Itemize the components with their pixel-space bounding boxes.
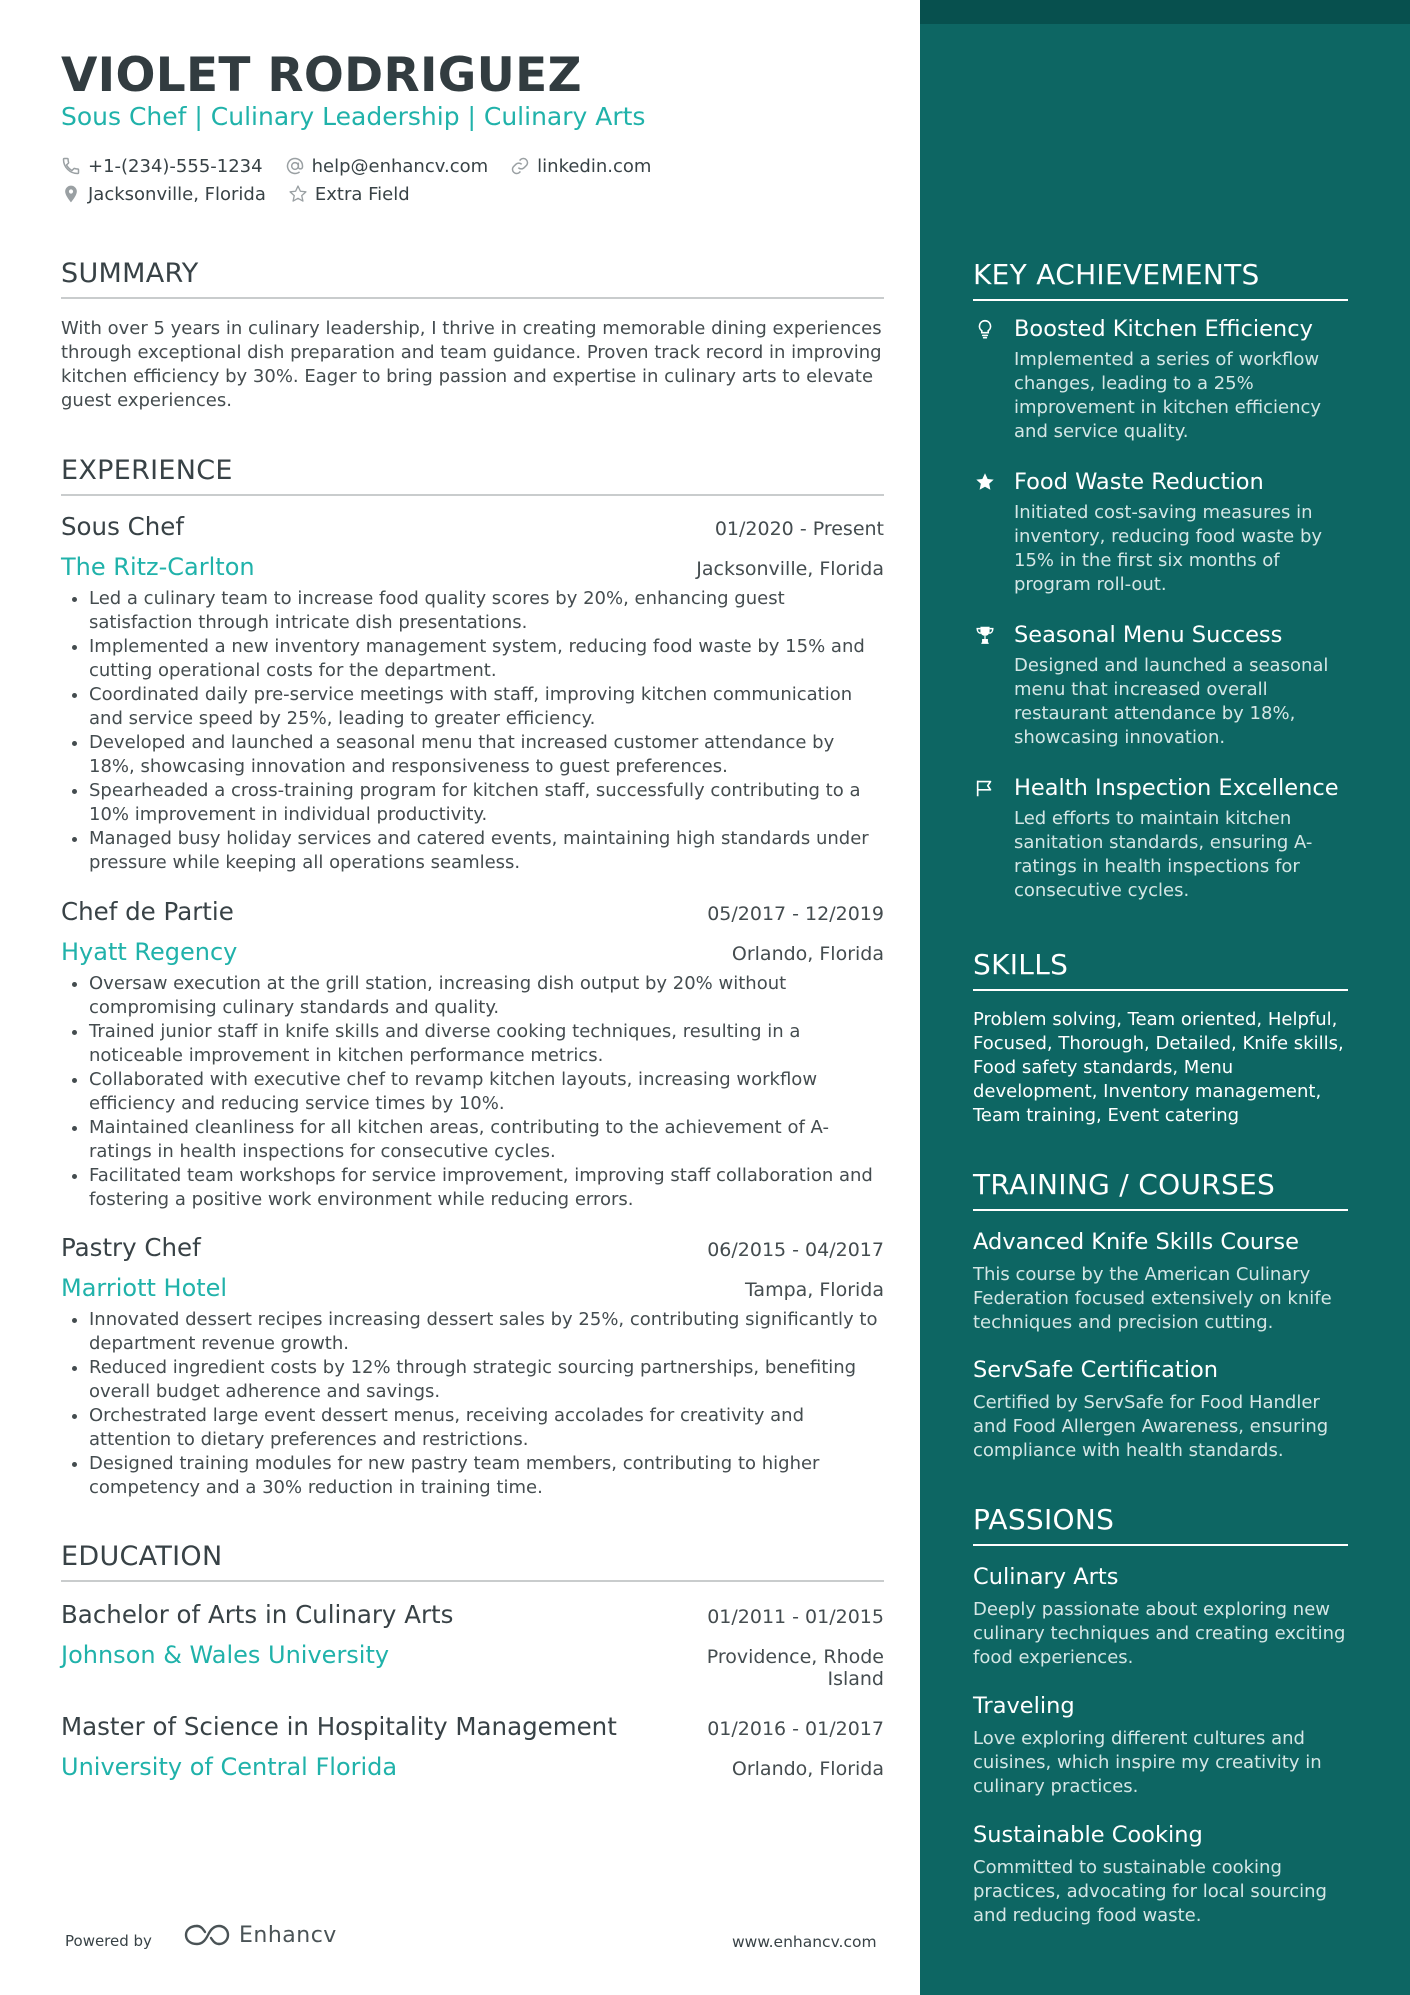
contact-info [61, 152, 901, 208]
passion-title: Traveling [973, 1693, 1075, 1719]
summary-text: With over 5 years in culinary leadership, I thrive in creating memorable dining experiences through exceptional dish preparation and team guidance. Proven track record in improving kitchen efficiency by 30%. Eager to bring passion and expertise in culinary arts to elevate guest experiences. [61, 318, 882, 411]
candidate-name: VIOLET RODRIGUEZ [61, 48, 582, 103]
job-bullet: • Innovated dessert recipes increasing dessert sales by 25%, contributing significantly to department revenue growth. [89, 1308, 884, 1356]
training-item [973, 1357, 1353, 1463]
degree: Bachelor of Arts in Culinary Arts [61, 1600, 454, 1629]
training-title: ServSafe Certification [973, 1357, 1218, 1383]
linkedin-text: linkedin.com [537, 155, 652, 177]
link-icon [510, 156, 530, 176]
achievement-desc: Initiated cost-saving measures in inventory, reducing food waste by 15% in the first six months of program roll-out. [1014, 502, 1323, 595]
job-bullet: • Facilitated team workshops for service improvement, improving staff collaboration and fostering a positive work environment while reducing errors. [89, 1164, 884, 1212]
job-bullets [61, 972, 884, 1212]
enhancv-wordmark: Enhancv [239, 1922, 337, 1948]
job-role: Sous Chef [61, 512, 184, 541]
job-company[interactable]: Marriott Hotel [61, 1274, 228, 1302]
sidebar-top-band [920, 0, 1410, 24]
achievement-item [973, 775, 1353, 903]
degree: Master of Science in Hospitality Management [61, 1712, 617, 1741]
job-bullet: • Coordinated daily pre-service meetings with staff, improving kitchen communication and service speed by 25%, leading to greater efficiency. [89, 683, 884, 731]
achievement-title: Boosted Kitchen Efficiency [1014, 316, 1313, 342]
job-dates: 05/2017 - 12/2019 [707, 903, 884, 925]
phone-text: +1-(234)-555-1234 [88, 155, 263, 177]
achievement-item [973, 316, 1353, 444]
training-item [973, 1229, 1353, 1335]
candidate-title: Sous Chef | Culinary Leadership | Culinary Arts [61, 102, 646, 131]
achievement-title: Seasonal Menu Success [1014, 622, 1283, 648]
job-bullet: • Managed busy holiday services and catered events, maintaining high standards under pressure while keeping all operations seamless. [89, 827, 884, 875]
job-location: Jacksonville, Florida [696, 558, 884, 580]
achievement-item [973, 622, 1353, 750]
job-bullet: • Orchestrated large event dessert menus, receiving accolades for creativity and attention to dietary preferences and restrictions. [89, 1404, 884, 1452]
passion-desc: Deeply passionate about exploring new culinary techniques and creating exciting food experiences. [973, 1599, 1346, 1668]
contact-location [61, 184, 266, 205]
lightbulb-icon [973, 317, 997, 341]
passion-desc: Committed to sustainable cooking practices, advocating for local sourcing and reducing food waste. [973, 1857, 1327, 1926]
passion-item [973, 1693, 1353, 1799]
achievement-title: Health Inspection Excellence [1014, 775, 1339, 801]
location-pin-icon [61, 184, 81, 204]
at-icon [285, 156, 305, 176]
job-bullet: • Maintained cleanliness for all kitchen areas, contributing to the achievement of A-ratings in health inspections for consecutive cycles. [89, 1116, 884, 1164]
location-text: Jacksonville, Florida [88, 183, 266, 205]
achievement-desc: Led efforts to maintain kitchen sanitation standards, ensuring A-ratings in health inspections for consecutive cycles. [1014, 808, 1313, 901]
job-dates: 06/2015 - 04/2017 [707, 1239, 884, 1261]
job-bullets [61, 1308, 884, 1500]
training-title: Advanced Knife Skills Course [973, 1229, 1299, 1255]
job-location: Tampa, Florida [744, 1279, 884, 1301]
job-role: Pastry Chef [61, 1233, 201, 1262]
job-bullet: • Implemented a new inventory management system, reducing food waste by 15% and cutting operational costs for the department. [89, 635, 884, 683]
achievements-heading: KEY ACHIEVEMENTS [973, 258, 1348, 301]
education-item [61, 1600, 884, 1690]
job-bullet: • Developed and launched a seasonal menu that increased customer attendance by 18%, showcasing innovation and responsiveness to guest preferences. [89, 731, 884, 779]
job-company[interactable]: The Ritz-Carlton [61, 553, 255, 581]
job-bullet: • Collaborated with executive chef to revamp kitchen layouts, increasing workflow efficiency and reducing service times by 10%. [89, 1068, 884, 1116]
contact-phone[interactable] [61, 156, 263, 177]
powered-by-label: Powered by [65, 1932, 152, 1950]
extra-text: Extra Field [314, 183, 410, 205]
achievement-desc: Designed and launched a seasonal menu that increased overall restaurant attendance by 18%, showcasing innovation. [1014, 655, 1329, 748]
email-text: help@enhancv.com [311, 155, 489, 177]
training-heading: TRAINING / COURSES [973, 1168, 1348, 1211]
training-desc: Certified by ServSafe for Food Handler and Food Allergen Awareness, ensuring compliance with health standards. [973, 1392, 1329, 1461]
achievement-title: Food Waste Reduction [1014, 469, 1264, 495]
job-bullet: • Led a culinary team to increase food quality scores by 20%, enhancing guest satisfaction through intricate dish presentations. [89, 587, 884, 635]
job-bullet: • Oversaw execution at the grill station, increasing dish output by 20% without compromising culinary standards and quality. [89, 972, 884, 1020]
education-dates: 01/2011 - 01/2015 [707, 1606, 884, 1628]
experience-item [61, 897, 884, 1212]
job-location: Orlando, Florida [731, 943, 884, 965]
passion-desc: Love exploring different cultures and cuisines, which inspire my creativity in culinary practices. [973, 1728, 1322, 1797]
experience-item [61, 512, 884, 875]
summary-heading: SUMMARY [61, 258, 884, 299]
passion-item [973, 1564, 1353, 1670]
education-location: Orlando, Florida [731, 1758, 884, 1780]
training-desc: This course by the American Culinary Federation focused extensively on knife techniques and precision cutting. [973, 1264, 1332, 1333]
education-item [61, 1712, 884, 1781]
education-dates: 01/2016 - 01/2017 [707, 1718, 884, 1740]
star-icon [973, 470, 997, 494]
job-bullet: • Trained junior staff in knife skills and diverse cooking techniques, resulting in a noticeable improvement in kitchen performance metrics. [89, 1020, 884, 1068]
school[interactable]: Johnson & Wales University [61, 1641, 390, 1669]
job-bullet: • Reduced ingredient costs by 12% through strategic sourcing partnerships, benefiting overall budget adherence and savings. [89, 1356, 884, 1404]
trophy-icon [973, 623, 997, 647]
skills-text: Problem solving, Team oriented, Helpful, Focused, Thorough, Detailed, Knife skills, Food safety standards, Menu development, Inventory management, Team training, Event catering [973, 1009, 1344, 1126]
enhancv-logo[interactable] [183, 1922, 337, 1948]
passion-title: Sustainable Cooking [973, 1822, 1203, 1848]
education-heading: EDUCATION [61, 1541, 884, 1582]
footer-url[interactable]: www.enhancv.com [732, 1933, 877, 1951]
school[interactable]: University of Central Florida [61, 1753, 398, 1781]
passion-item [973, 1822, 1353, 1928]
enhancv-logo-icon [183, 1922, 231, 1948]
job-role: Chef de Partie [61, 897, 234, 926]
passions-heading: PASSIONS [973, 1503, 1348, 1546]
job-company[interactable]: Hyatt Regency [61, 938, 238, 966]
contact-extra [288, 184, 410, 205]
experience-heading: EXPERIENCE [61, 455, 884, 496]
contact-linkedin[interactable] [510, 156, 651, 177]
job-bullet: • Designed training modules for new pastry team members, contributing to higher competency and a 30% reduction in training time. [89, 1452, 884, 1500]
passion-title: Culinary Arts [973, 1564, 1119, 1590]
job-bullet: • Spearheaded a cross-training program for kitchen staff, successfully contributing to a 10% improvement in individual productivity. [89, 779, 884, 827]
job-bullets [61, 587, 884, 875]
star-outline-icon [288, 184, 308, 204]
job-dates: 01/2020 - Present [714, 518, 884, 540]
sidebar [920, 0, 1410, 1995]
achievement-item [973, 469, 1353, 597]
phone-icon [61, 156, 81, 176]
education-location: Providence, Rhode Island [706, 1646, 884, 1690]
flag-icon [973, 776, 997, 800]
achievement-desc: Implemented a series of workflow changes, leading to a 25% improvement in kitchen efficiency and service quality. [1014, 349, 1322, 442]
skills-heading: SKILLS [973, 948, 1348, 991]
experience-item [61, 1233, 884, 1500]
contact-email[interactable] [285, 156, 489, 177]
